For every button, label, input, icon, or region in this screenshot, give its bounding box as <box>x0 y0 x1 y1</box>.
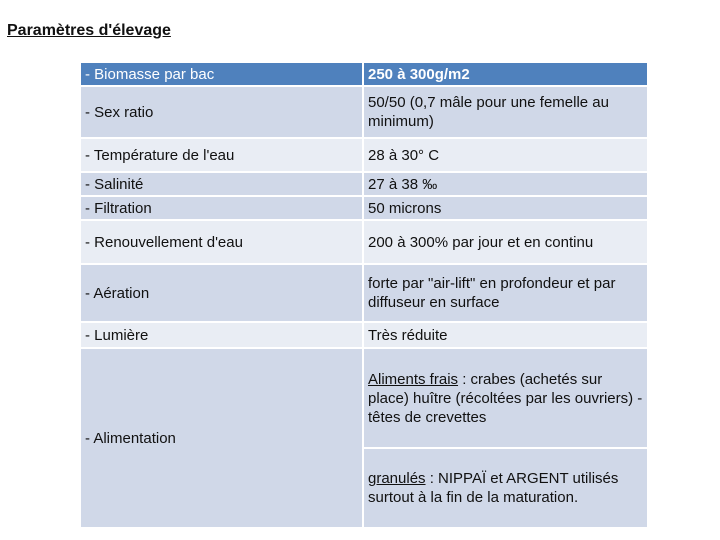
value-filtration: 50 microns <box>363 196 648 220</box>
page-title: Paramètres d'élevage <box>7 22 171 39</box>
aliments-frais-text: : crabes (achetés sur place) huître (récoltées par les ouvriers) - têtes de crevettes <box>368 370 643 426</box>
label-filtration: - Filtration <box>80 196 363 220</box>
value-aliments-frais <box>363 348 648 448</box>
label-renouvellement: - Renouvellement d'eau <box>80 220 363 264</box>
value-salinite: 27 à 38 ‰ <box>363 172 648 196</box>
table-row-renouvellement <box>80 220 648 264</box>
table-row-salinite <box>80 172 648 196</box>
value-biomasse: 250 à 300g/m2 <box>363 62 648 86</box>
granules-text: : NIPPAÏ et ARGENT utilisés surtout à la fin de la maturation. <box>368 470 619 506</box>
granules-label: granulés <box>368 470 426 487</box>
value-granules <box>363 448 648 528</box>
label-temperature: - Température de l'eau <box>80 138 363 172</box>
table-row-aeration <box>80 264 648 322</box>
aliments-frais-label: Aliments frais <box>368 370 459 388</box>
label-biomasse: - Biomasse par bac <box>80 62 363 86</box>
label-lumiere: - Lumière <box>80 322 363 348</box>
table-row-sex-ratio <box>80 86 648 138</box>
label-salinite: - Salinité <box>80 172 363 196</box>
value-renouvellement: 200 à 300% par jour et en continu <box>363 220 648 264</box>
table-row-biomasse <box>80 62 648 86</box>
table-row-alimentation <box>80 348 648 448</box>
label-alimentation: - Alimentation <box>80 348 363 528</box>
parameters-table <box>79 61 649 529</box>
label-aeration: - Aération <box>80 264 363 322</box>
table-row-lumiere <box>80 322 648 348</box>
table-row-temperature <box>80 138 648 172</box>
value-temperature: 28 à 30° C <box>363 138 648 172</box>
table-row-filtration <box>80 196 648 220</box>
value-sex-ratio: 50/50 (0,7 mâle pour une femelle au minimum) <box>363 86 648 138</box>
label-sex-ratio: - Sex ratio <box>80 86 363 138</box>
value-lumiere: Très réduite <box>363 322 648 348</box>
value-aeration: forte par "air-lift" en profondeur et par diffuseur en surface <box>363 264 648 322</box>
